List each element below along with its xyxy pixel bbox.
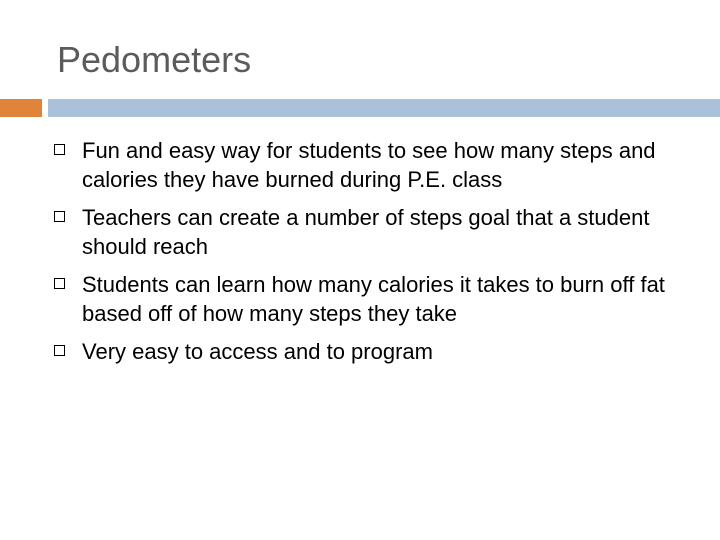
bullet-list <box>54 136 694 375</box>
hollow-square-icon <box>54 211 65 222</box>
title-rule-bar <box>48 99 720 117</box>
hollow-square-icon <box>54 345 65 356</box>
bullet-text: Fun and easy way for students to see how many steps and calories they have burned during P.E. class <box>82 138 656 192</box>
slide-title: Pedometers <box>57 39 252 80</box>
title-rule-accent <box>0 99 42 117</box>
bullet-text: Teachers can create a number of steps goal that a student should reach <box>82 205 650 259</box>
bullet-text: Students can learn how many calories it takes to burn off fat based off of how many steps they take <box>82 272 665 326</box>
hollow-square-icon <box>54 144 65 155</box>
hollow-square-icon <box>54 278 65 289</box>
bullet-text: Very easy to access and to program <box>82 339 433 364</box>
bullet-item <box>54 136 694 194</box>
bullet-item <box>54 270 694 328</box>
bullet-item <box>54 203 694 261</box>
bullet-item <box>54 337 694 366</box>
